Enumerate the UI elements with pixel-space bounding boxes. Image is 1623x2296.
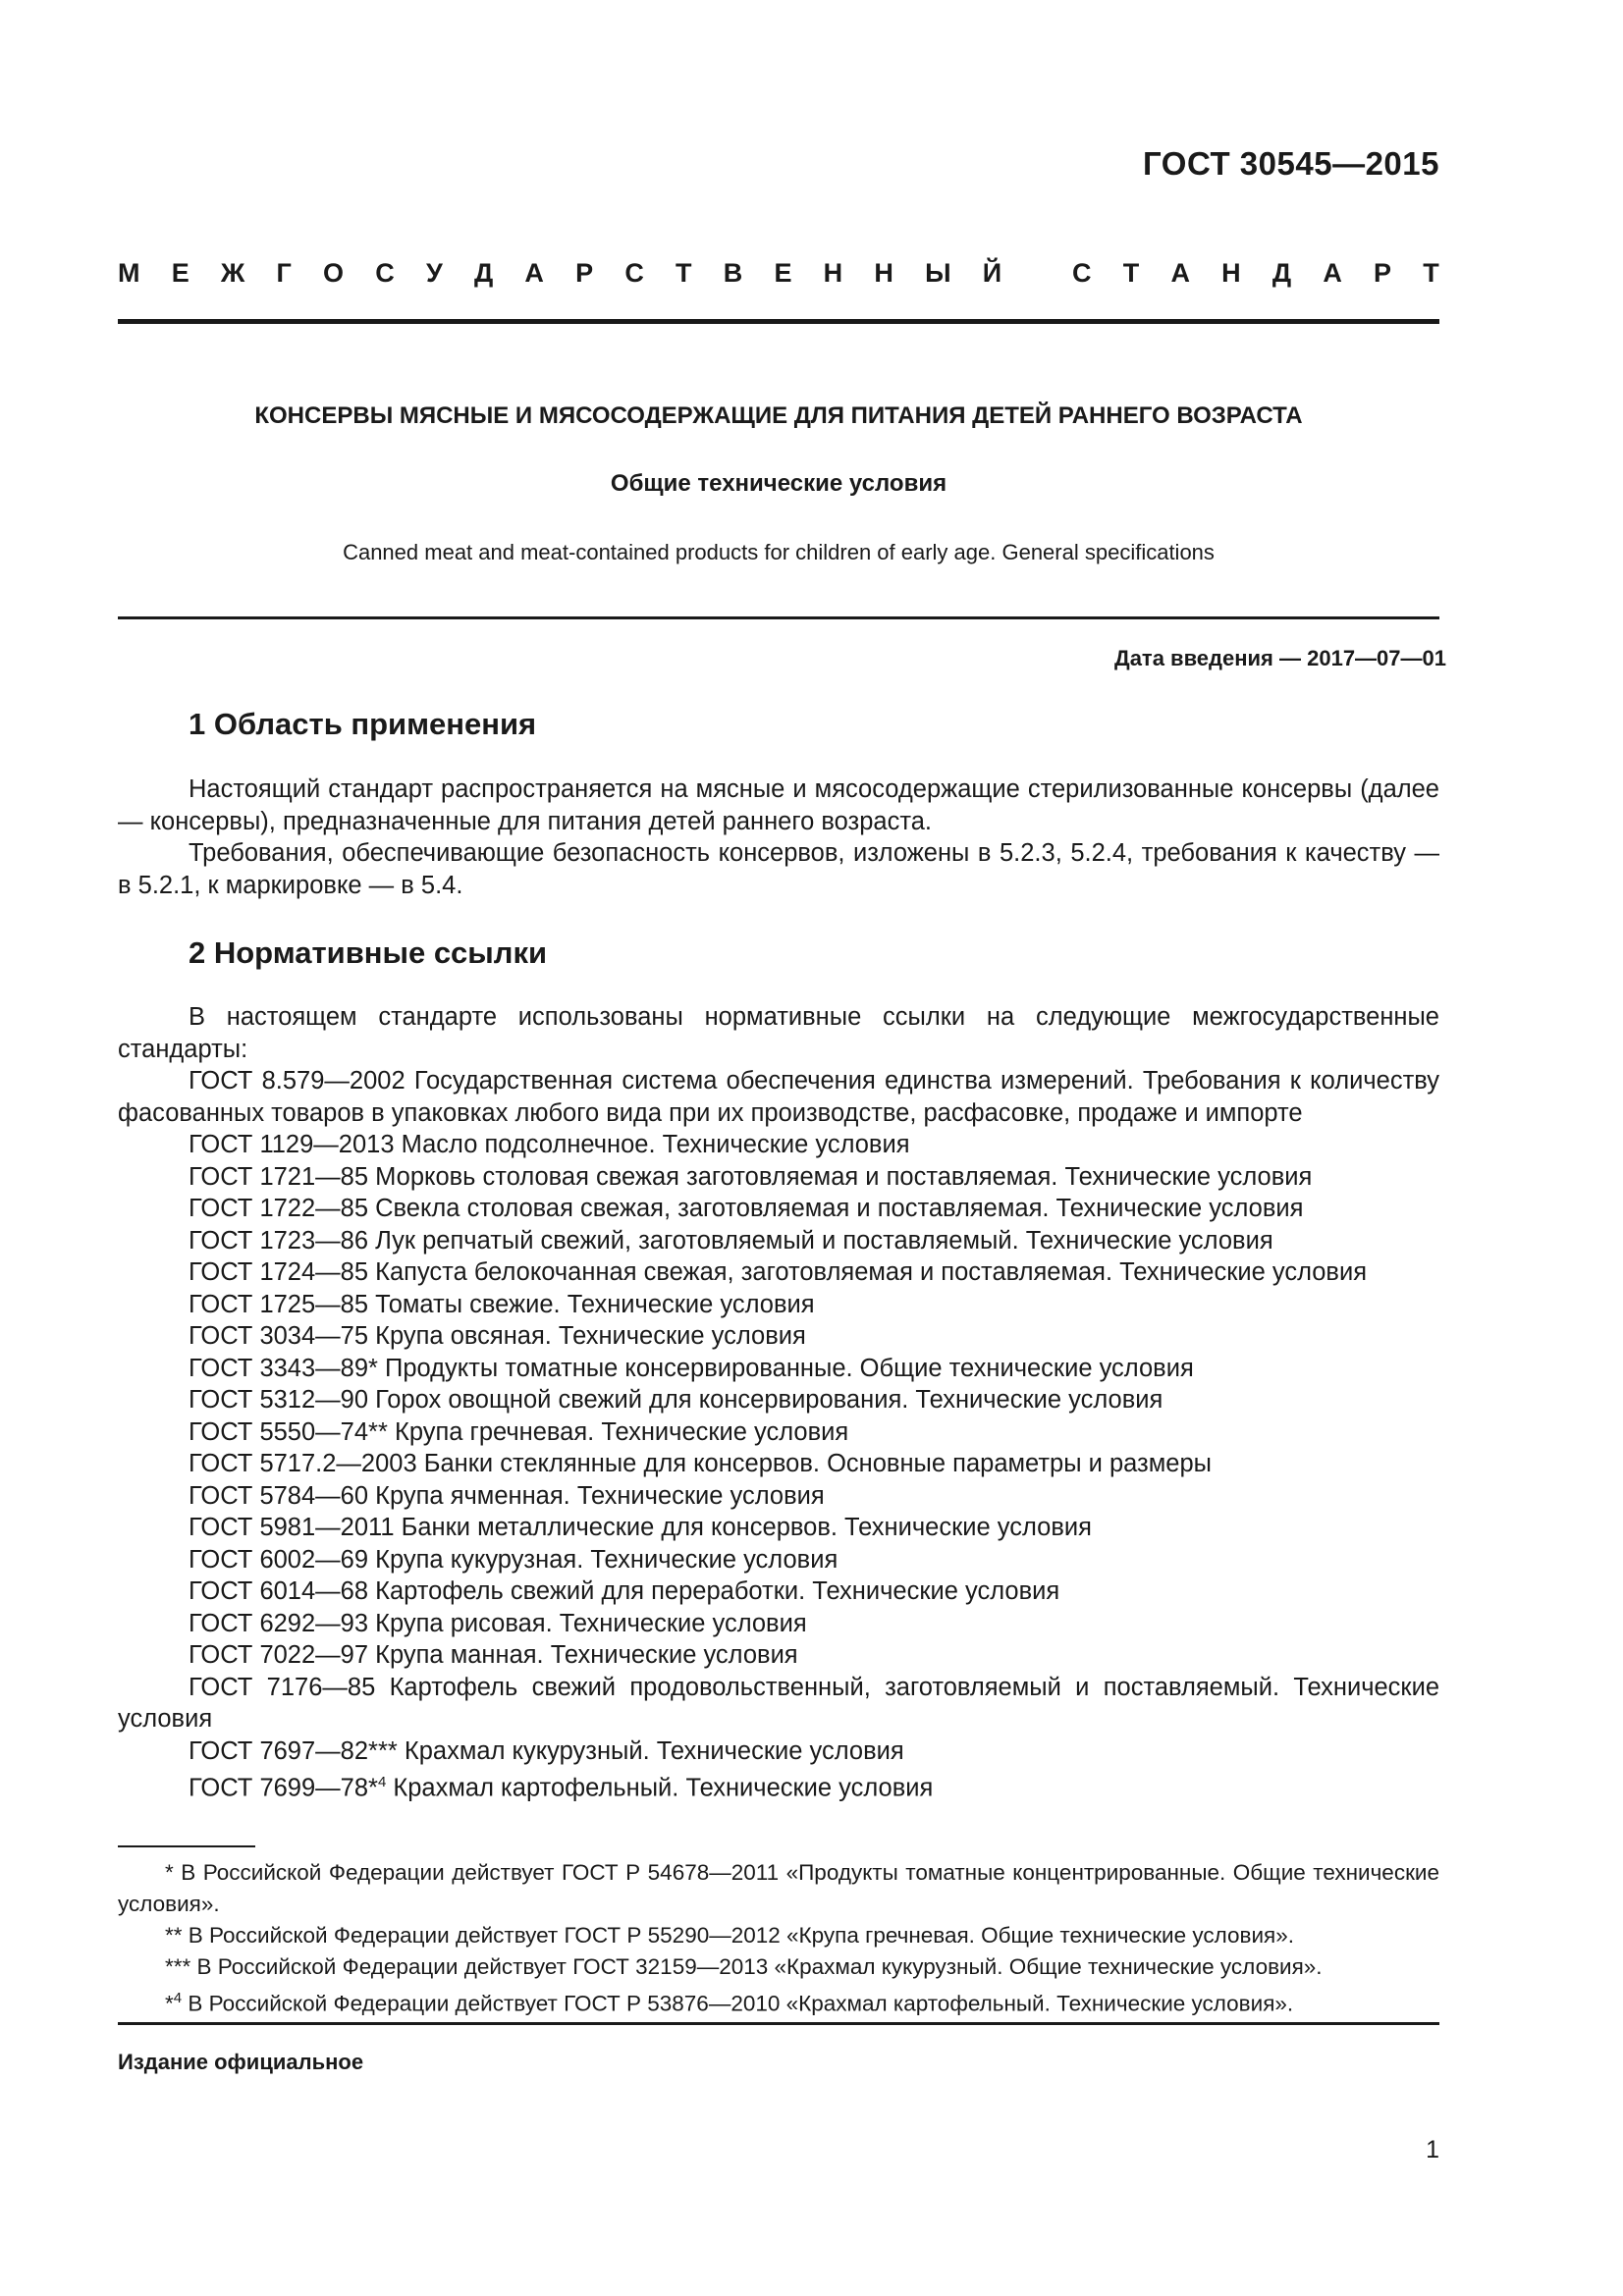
section-1-paragraph: Настоящий стандарт распространяется на мясные и мясосодержащие стерилизованные консервы (далее — консервы), предназначенные для питания детей раннего возраста. xyxy=(118,775,1439,835)
footnote: *** В Российской Федерации действует ГОСТ 32159—2013 «Крахмал кукурузный. Общие технические условия». xyxy=(165,1954,1323,1979)
standard-type-letter: Р xyxy=(1374,258,1392,288)
footnote-divider xyxy=(118,1845,255,1847)
reference-prefix: ГОСТ 7699—78* xyxy=(189,1774,378,1802)
document-title: КОНСЕРВЫ МЯСНЫЕ И МЯСОСОДЕРЖАЩИЕ ДЛЯ ПИТАНИЯ ДЕТЕЙ РАННЕГО ВОЗРАСТА xyxy=(254,402,1303,429)
footnote: * В Российской Федерации действует ГОСТ Р 54678—2011 «Продукты томатные концентрированные. Общие технические условия». xyxy=(118,1860,1439,1916)
standard-type-letter: А xyxy=(1170,258,1190,288)
reference-suffix: Крахмал картофельный. Технические условия xyxy=(386,1774,934,1802)
standard-type-letter: М xyxy=(118,258,140,288)
reference-item: ГОСТ 8.579—2002 Государственная система обеспечения единства измерений. Требования к количеству фасованных товаров в упаковках любого вида при их производстве, расфасовке, продаже и импорте xyxy=(118,1067,1439,1127)
standard-type-letter: Т xyxy=(1423,258,1439,288)
standard-type-letter: О xyxy=(323,258,345,288)
title-divider xyxy=(118,616,1439,619)
section-2-heading: 2 Нормативные ссылки xyxy=(189,935,548,970)
section-1-heading: 1 Область применения xyxy=(189,707,537,741)
standard-type-letter: С xyxy=(624,258,644,288)
standard-type-letter: Т xyxy=(676,258,692,288)
reference-sup: 4 xyxy=(377,1774,387,1790)
reference-item: ГОСТ 1129—2013 Масло подсолнечное. Технические условия xyxy=(189,1131,910,1158)
reference-item xyxy=(118,1767,1439,1804)
reference-item: ГОСТ 3343—89* Продукты томатные консервированные. Общие технические условия xyxy=(189,1354,1194,1382)
standard-type-letter: Д xyxy=(473,258,494,288)
reference-item: ГОСТ 7697—82*** Крахмал кукурузный. Технические условия xyxy=(189,1736,904,1765)
references-list xyxy=(118,1001,1439,1804)
document-code: ГОСТ 30545—2015 xyxy=(1143,145,1439,182)
standard-type-letter: Й xyxy=(982,258,1002,288)
section-1-paragraph: Требования, обеспечивающие безопасность консервов, изложены в 5.2.3, 5.2.4, требования к качеству — в 5.2.1, к маркировке — в 5.4. xyxy=(118,839,1439,899)
edition-label: Издание официальное xyxy=(118,2050,364,2074)
footnotes xyxy=(118,1857,1439,2020)
standard-type-letter: Н xyxy=(823,258,843,288)
header-divider xyxy=(118,319,1439,324)
reference-item: ГОСТ 1723—86 Лук репчатый свежий, заготовляемый и поставляемый. Технические условия xyxy=(189,1226,1273,1255)
reference-item: ГОСТ 6014—68 Картофель свежий для переработки. Технические условия xyxy=(189,1577,1060,1605)
footnote-4 xyxy=(118,1983,1439,2020)
reference-item: ГОСТ 3034—75 Крупа овсяная. Технические условия xyxy=(189,1322,806,1350)
standard-type-letter: Г xyxy=(276,258,292,288)
reference-item: ГОСТ 6292—93 Крупа рисовая. Технические условия xyxy=(189,1609,807,1637)
reference-item: ГОСТ 1725—85 Томаты свежие. Технические условия xyxy=(189,1290,815,1318)
standard-type-letter: А xyxy=(524,258,544,288)
reference-item: ГОСТ 5981—2011 Банки металлические для консервов. Технические условия xyxy=(189,1514,1092,1541)
reference-item: ГОСТ 5312—90 Горох овощной свежий для консервирования. Технические условия xyxy=(189,1386,1163,1414)
reference-item: ГОСТ 1724—85 Капуста белокочанная свежая, заготовляемая и поставляемая. Технические условия xyxy=(189,1258,1368,1286)
english-title: Canned meat and meat-contained products for children of early age. General specifications xyxy=(343,540,1215,564)
footnote: ** В Российской Федерации действует ГОСТ Р 55290—2012 «Крупа гречневая. Общие технические условия». xyxy=(165,1923,1294,1948)
standard-type-letter: Е xyxy=(171,258,189,288)
standard-type-letter: Е xyxy=(774,258,792,288)
reference-item: ГОСТ 5784—60 Крупа ячменная. Технические условия xyxy=(189,1481,825,1510)
footer-divider xyxy=(118,2022,1439,2025)
reference-item: ГОСТ 7022—97 Крупа манная. Технические условия xyxy=(189,1641,798,1669)
standard-type-letter: С xyxy=(375,258,395,288)
reference-item: ГОСТ 5717.2—2003 Банки стеклянные для консервов. Основные параметры и размеры xyxy=(189,1450,1212,1477)
section-1-body xyxy=(118,774,1439,901)
footnote-4-mark: * xyxy=(165,1991,174,2016)
standard-type-letter: Р xyxy=(575,258,594,288)
standard-type-letter: В xyxy=(723,258,743,288)
standard-type-letter: У xyxy=(425,258,443,288)
introduction-date: Дата введения — 2017—07—01 xyxy=(1114,646,1446,670)
standard-type-heading xyxy=(118,258,1439,289)
page-number: 1 xyxy=(1426,2136,1439,2163)
standard-type-letter: А xyxy=(1323,258,1342,288)
standard-type-letter xyxy=(1033,258,1041,289)
footnote-4-text: В Российской Федерации действует ГОСТ Р 53876—2010 «Крахмал картофельный. Технические условия». xyxy=(182,1991,1294,2016)
reference-item: ГОСТ 1721—85 Морковь столовая свежая заготовляемая и поставляемая. Технические условия xyxy=(189,1162,1313,1191)
document-subtitle: Общие технические условия xyxy=(610,470,947,497)
standard-type-letter: Ы xyxy=(925,258,951,288)
section-2-intro: В настоящем стандарте использованы нормативные ссылки на следующие межгосударственные стандарты: xyxy=(118,1003,1439,1063)
reference-item: ГОСТ 6002—69 Крупа кукурузная. Технические условия xyxy=(189,1545,839,1574)
standard-type-letter: Ж xyxy=(220,258,245,288)
standard-type-letter: Д xyxy=(1271,258,1292,288)
standard-type-letter: Т xyxy=(1122,258,1140,288)
standard-type-letter: Н xyxy=(1221,258,1241,288)
standard-type-letter: С xyxy=(1072,258,1092,288)
reference-item: ГОСТ 5550—74** Крупа гречневая. Технические условия xyxy=(189,1417,849,1446)
reference-item: ГОСТ 7176—85 Картофель свежий продовольственный, заготовляемый и поставляемый. Технические условия xyxy=(118,1673,1439,1733)
standard-type-letter: Н xyxy=(874,258,893,288)
reference-item: ГОСТ 1722—85 Свекла столовая свежая, заготовляемая и поставляемая. Технические условия xyxy=(189,1195,1304,1222)
footnote-4-sup: 4 xyxy=(173,1990,183,2006)
